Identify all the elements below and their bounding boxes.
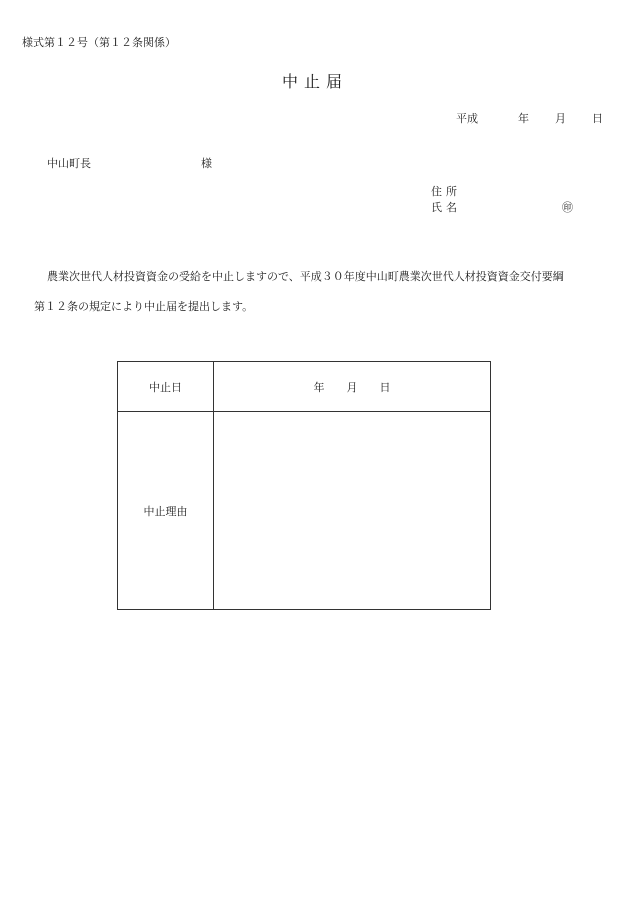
name-label: 氏名	[431, 201, 461, 214]
stop-date-month: 月	[346, 380, 358, 394]
document-title: 中止届	[281, 72, 348, 91]
stop-date-year: 年	[313, 380, 325, 394]
date-era: 平成	[456, 112, 478, 125]
seal-mark: ㊞	[562, 201, 573, 214]
address-label: 住所	[431, 185, 461, 198]
date-month: 月	[555, 112, 566, 125]
date-day: 日	[592, 112, 603, 125]
addressee-name: 中山町長	[47, 157, 91, 170]
stop-reason-field[interactable]	[214, 412, 491, 610]
stop-date-field[interactable]	[214, 362, 491, 412]
table-row-stop-date	[118, 362, 491, 412]
addressee-honorific: 様	[201, 157, 212, 170]
body-text-line1: 農業次世代人材投資資金の受給を中止しますので、平成３０年度中山町農業次世代人材投資資金交付要綱	[47, 270, 564, 283]
form-number: 様式第１２号（第１２条関係）	[22, 36, 176, 49]
stop-date-day: 日	[379, 380, 391, 394]
stop-info-table	[117, 361, 491, 610]
body-text-line2: 第１２条の規定により中止届を提出します。	[34, 300, 254, 313]
table-row-stop-reason	[118, 412, 491, 610]
stop-reason-label: 中止理由	[118, 412, 214, 610]
date-year: 年	[518, 112, 529, 125]
stop-date-label: 中止日	[118, 362, 214, 412]
